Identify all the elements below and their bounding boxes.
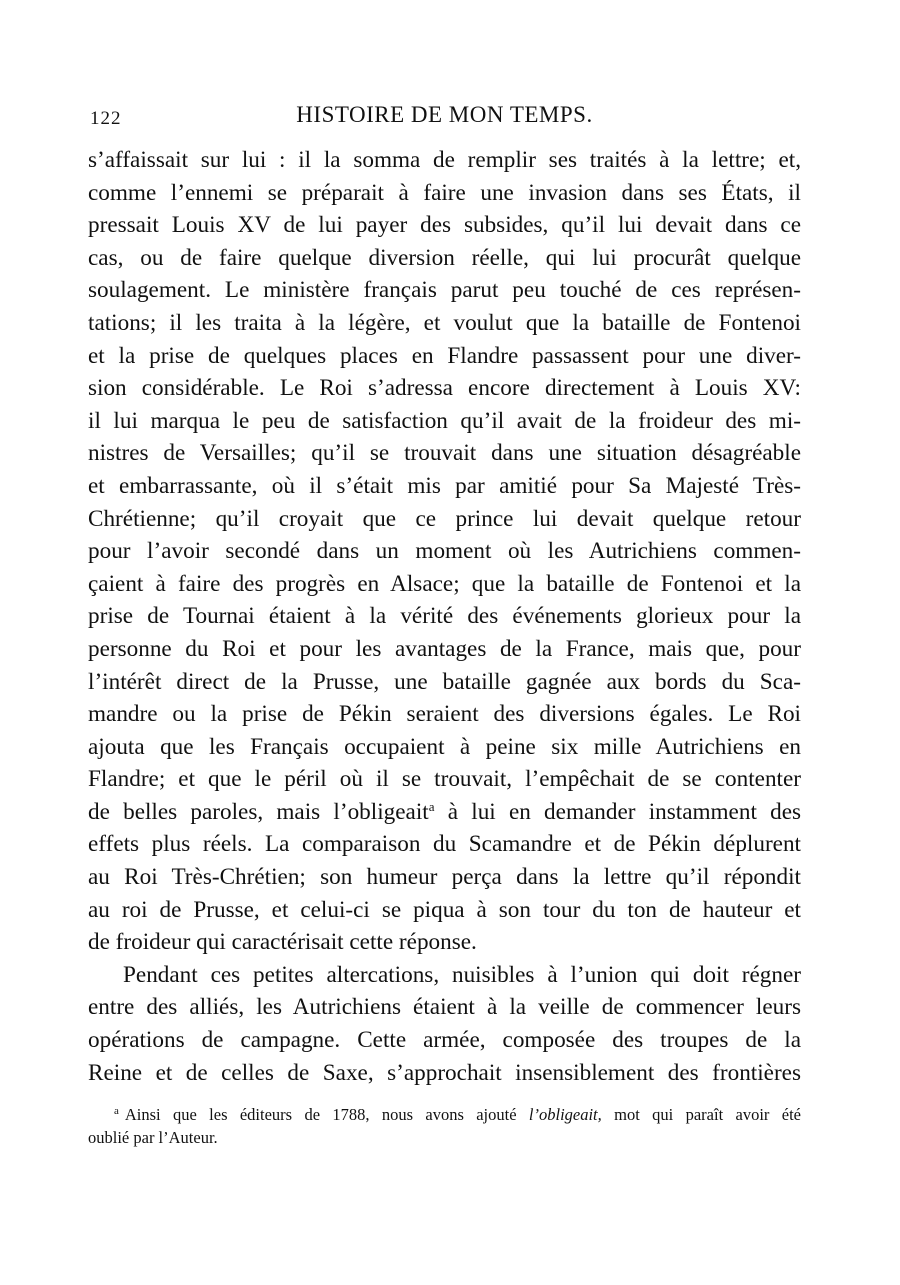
text-line: comme l’ennemi se préparait à faire une invasion dans ses États, il: [88, 179, 801, 206]
text-line: cas, ou de faire quelque diversion réelle, qui lui procurât quelque: [88, 244, 801, 271]
footnote: [88, 1103, 801, 1149]
text-line: s’affaissait sur lui : il la somma de remplir ses traités à la lettre; et,: [88, 147, 801, 173]
text-line-with-note: [88, 796, 801, 829]
text-line: il lui marqua le peu de satisfaction qu’il avait de la froideur des mi-: [88, 407, 801, 434]
text-line: de froideur qui caractérisait cette réponse.: [88, 929, 477, 956]
text-line: nistres de Versailles; qu’il se trouvait dans une situation désagréable: [88, 440, 801, 467]
text-line: et la prise de quelques places en Flandre passassent pour une diver-: [88, 342, 801, 369]
text-line: mandre ou la prise de Pékin seraient des diversions égales. Le Roi: [88, 701, 801, 728]
text-segment: à lui en demander instamment des: [447, 798, 802, 825]
text-line: soulagement. Le ministère français parut peu touché de ces représen-: [88, 277, 801, 304]
text-line: Flandre; et que le péril où il se trouvait, l’empêchait de se contenter: [88, 766, 801, 793]
text-line: au roi de Prusse, et celui-ci se piqua à son tour du ton de hauteur et: [88, 896, 801, 923]
text-line: Pendant ces petites altercations, nuisibles à l’union qui doit régner: [123, 961, 801, 988]
text-line: effets plus réels. La comparaison du Scamandre et de Pékin déplurent: [88, 831, 801, 858]
text-line: entre des alliés, les Autrichiens étaient à la veille de commencer leurs: [88, 994, 801, 1021]
footnote-italic-word: l’obligeait,: [528, 1105, 602, 1125]
text-line: l’intérêt direct de la Prusse, une bataille gagnée aux bords du Sca-: [88, 668, 801, 695]
text-line: çaient à faire des progrès en Alsace; que la bataille de Fontenoi et la: [88, 570, 801, 597]
text-line: prise de Tournai étaient à la vérité des événements glorieux pour la: [88, 603, 801, 630]
text-line: pour l’avoir secondé dans un moment où les Autrichiens commen-: [88, 538, 801, 565]
text-line: Chrétienne; qu’il croyait que ce prince lui devait quelque retour: [88, 505, 801, 532]
note-reference: a: [428, 798, 435, 814]
footnote-text: mot qui paraît avoir été: [614, 1105, 802, 1125]
footnote-line: [88, 1103, 801, 1126]
text-line: pressait Louis XV de lui payer des subsides, qu’il lui devait dans ce: [88, 212, 801, 239]
text-line: ajouta que les Français occupaient à peine six mille Autrichiens en: [88, 733, 801, 760]
text-line: opérations de campagne. Cette armée, composée des troupes de la: [88, 1027, 801, 1054]
page-number: 122: [90, 108, 122, 129]
text-line: personne du Roi et pour les avantages de la France, mais que, pour: [88, 635, 801, 662]
text-line: Reine et de celles de Saxe, s’approchait insensiblement des frontières: [88, 1059, 801, 1086]
text-line: et embarrassante, où il s’était mis par amitié pour Sa Majesté Très-: [88, 472, 801, 499]
running-title: HISTOIRE DE MON TEMPS.: [296, 102, 593, 127]
text-segment: de belles paroles, mais l’obligeait: [88, 798, 429, 825]
body-text: [88, 144, 801, 1089]
footnote-text: Ainsi que les éditeurs de 1788, nous avons ajouté: [124, 1105, 517, 1125]
running-head: [88, 96, 801, 136]
text-line: au Roi Très-Chrétien; son humeur perça dans la lettre qu’il répondit: [88, 864, 801, 891]
text-line: sion considérable. Le Roi s’adressa encore directement à Louis XV:: [88, 375, 801, 402]
book-page: [88, 96, 801, 1149]
footnote-line: oublié par l’Auteur.: [88, 1128, 218, 1148]
text-line: tations; il les traita à la légère, et voulut que la bataille de Fontenoi: [88, 309, 801, 336]
footnote-marker: a: [114, 1105, 119, 1118]
